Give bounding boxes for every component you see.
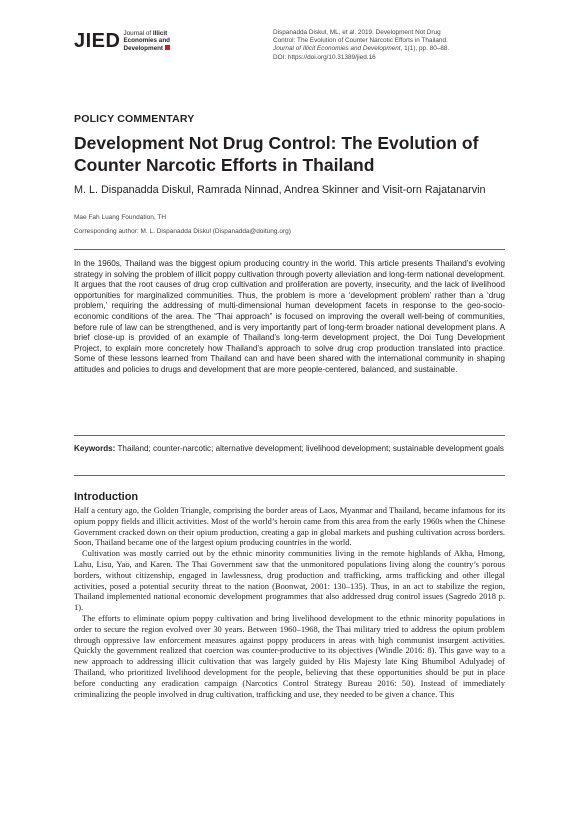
keywords-label: Keywords: [74,444,116,453]
abstract-text: In the 1960s, Thailand was the biggest opium producing country in the world. This article presents Thailand’s evolving strategy in solving the problem of illicit poppy cultivation through poverty alleviation and long-term national development. It argues that the root causes of drug crop cultivation and proliferation are poverty, insecurity, and the lack of livelihood opportunities for marginalized communities. Thus, the problem is more a ‘development problem’ rather than a ‘drug problem,’ requiring the addressing of multi-dimensional human development facets in response to the geo-socio-economic conditions of the area. The “Thai approach” is focused on improving the overall well-being of communities, before rule of law can be strengthened, and is very importantly part of long-term broader national development plans. A brief close-up is provided of an example of Thailand’s long-term development project, the Doi Tung Development Project, to explain more concretely how Thailand’s approach to solve drug crop production translated into practice. Some of these lessons learned from Thailand can and have been shared with the international community in shaping attitudes and policies to drugs and development that are more people-centered, balanced, and sustainable. [74,259,505,374]
citation-line: Dispanadda Diskul, ML, et al. 2019. Development Not Drug [273,29,441,36]
introduction-heading: Introduction [74,491,139,503]
citation-line: Journal of Illicit Economies and Development, 1(1), pp. 80–88. [273,45,450,53]
logo-text: Journal of Illicit Economies and Development [123,30,171,52]
author-list: M. L. Dispanadda Diskul, Ramrada Ninnad, Andrea Skinner and Visit-orn Rajatanarvin [74,184,486,196]
affiliation: Mae Fah Luang Foundation, TH [74,214,167,221]
abstract-top-rule [74,249,505,250]
section-label: POLICY COMMENTARY [74,113,195,125]
body-paragraph: Half a century ago, the Golden Triangle, comprising the border areas of Laos, Myanmar and Thailand, became infamous for its opium poppy fields and illicit activities. Most of the world’s heroin came from this area from the early 1960s when the Chinese Government cracked down on their opium production, creating a gap in global markets and pushing cultivation across borders. Soon, Thailand became one of the largest opium producing countries in the world. [74,505,505,548]
article-title: Development Not Drug Control: The Evolution of Counter Narcotic Efforts in Thailand [74,133,479,175]
body-paragraph: Cultivation was mostly carried out by the ethnic minority communities living in the remote highlands of Akha, Hmong, Lahu, Lisu, Yao, and Karen. The Thai Government saw that the unmonitored populations living along the country’s porous borders, without citizenship, engaged in lawlessness, drug production and trafficking, arms trafficking and other illegal activities, posed a potential security threat to the nation (Boonwat, 2001: 130–135). Thus, in an act to stabilize the region, Thailand implemented national economic development programmes that also addressed drug control issues (Sagredo 2018 p. 1). [74,548,505,613]
citation-doi-link[interactable]: DOI: https://doi.org/10.31389/jied.16 [273,53,376,61]
keywords [74,444,505,455]
logo-mark: JIED [74,29,121,52]
citation-line: Control: The Evolution of Counter Narcotic Efforts in Thailand. [273,37,448,45]
journal-logo[interactable] [74,30,170,52]
logo-accent-square [165,45,170,50]
citation-journal: Journal of Illicit Economies and Development [273,45,401,53]
corresponding-author: Corresponding author: M. L. Dispanadda Diskul (Dispanadda@doitung.org) [74,228,291,235]
citation-block [273,29,508,62]
abstract-bottom-rule [74,435,505,436]
keywords-bottom-rule [74,475,505,476]
keywords-list: Thailand; counter-narcotic; alternative development; livelihood development; sustainable development goals [115,444,504,453]
introduction-body [74,505,505,699]
body-paragraph: The efforts to eliminate opium poppy cultivation and bring livelihood development to the ethnic minority populations in order to secure the region evolved over 30 years. Between 1960–1968, the Thai military tried to address the opium problem through oppressive law enforcement measures against poppy producers in areas with high communist insurgent activities. Quickly the government realized that coercion was counter-productive to its objectives (Windle 2016: 8). This gave way to a new approach to addressing illicit cultivation that was largely guided by His Majesty late King Bhumibol Adulyadej of Thailand, who prioritized livelihood development for the people, believing that these opportunities should be put in place before conducting any eradication campaign (Narcotics Control Strategy Bureau 2016: 50). Instead of immediately criminalizing the people involved in drug cultivation, trafficking and use, they needed to be given a chance. This [74,612,505,699]
